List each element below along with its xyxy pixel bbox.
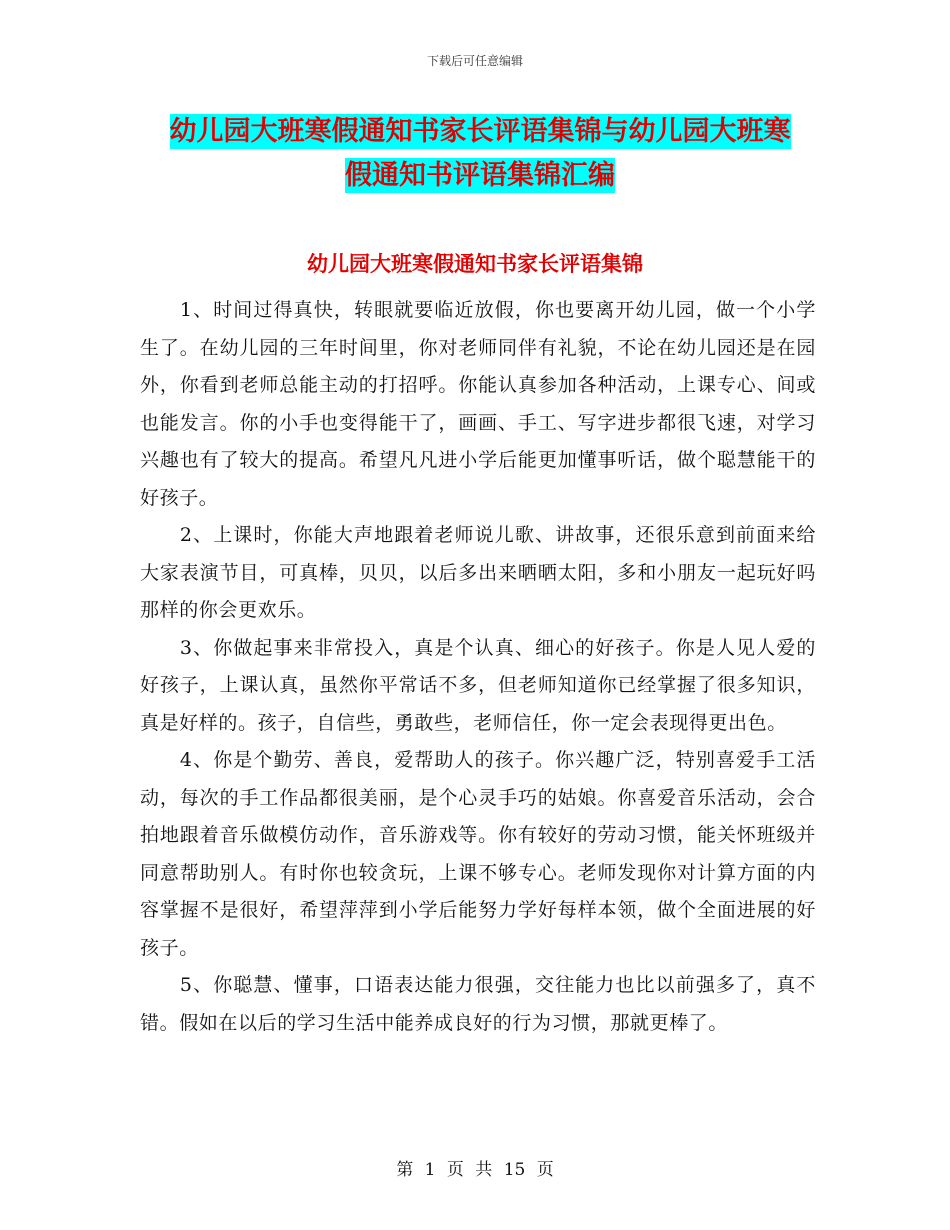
document-title-line-2: 假通知书评语集锦汇编 (345, 160, 615, 191)
paragraph-1: 1、时间过得真快，转眼就要临近放假，你也要离开幼儿园，做一个小学生了。在幼儿园的三年时间里，你对老师同伴有礼貌，不论在幼儿园还是在园外，你看到老师总能主动的打招呼。你能认真参加各种活动，上课专心、间或也能发言。你的小手也变得能干了，画画、手工、写字进步都很飞速，对学习兴趣也有了较大的提高。希望凡凡进小学后能更加懂事听话，做个聪慧能干的好孩子。 (140, 299, 816, 509)
paragraph-5: 5、你聪慧、懂事，口语表达能力很强，交往能力也比以前强多了，真不错。假如在以后的学习生活中能养成良好的行为习惯，那就更棒了。 (140, 974, 816, 1034)
document-title (140, 110, 820, 198)
body-text (140, 292, 816, 1042)
paragraph-3: 3、你做起事来非常投入，真是个认真、细心的好孩子。你是人见人爱的好孩子，上课认真，虽然你平常话不多，但老师知道你已经掌握了很多知识，真是好样的。孩子，自信些，勇敢些，老师信任，你一定会表现得更出色。 (140, 636, 816, 734)
document-title-line-1: 幼儿园大班寒假通知书家长评语集锦与幼儿园大班寒 (169, 116, 791, 147)
section-heading: 幼儿园大班寒假通知书家长评语集锦 (307, 252, 643, 276)
page-number-footer: 第 1 页 共 15 页 (396, 1160, 554, 1180)
page-header-note: 下载后可任意编辑 (426, 54, 523, 68)
paragraph-4: 4、你是个勤劳、善良，爱帮助人的孩子。你兴趣广泛，特别喜爱手工活动，每次的手工作品都很美丽，是个心灵手巧的姑娘。你喜爱音乐活动，会合拍地跟着音乐做模仿动作，音乐游戏等。你有较好的劳动习惯，能关怀班级并同意帮助别人。有时你也较贪玩，上课不够专心。老师发现你对计算方面的内容掌握不是很好，希望萍萍到小学后能努力学好每样本领，做个全面进展的好孩子。 (140, 749, 816, 959)
paragraph-2: 2、上课时，你能大声地跟着老师说儿歌、讲故事，还很乐意到前面来给大家表演节目，可真棒，贝贝，以后多出来晒晒太阳，多和小朋友一起玩好吗 那样的你会更欢乐。 (140, 524, 816, 621)
